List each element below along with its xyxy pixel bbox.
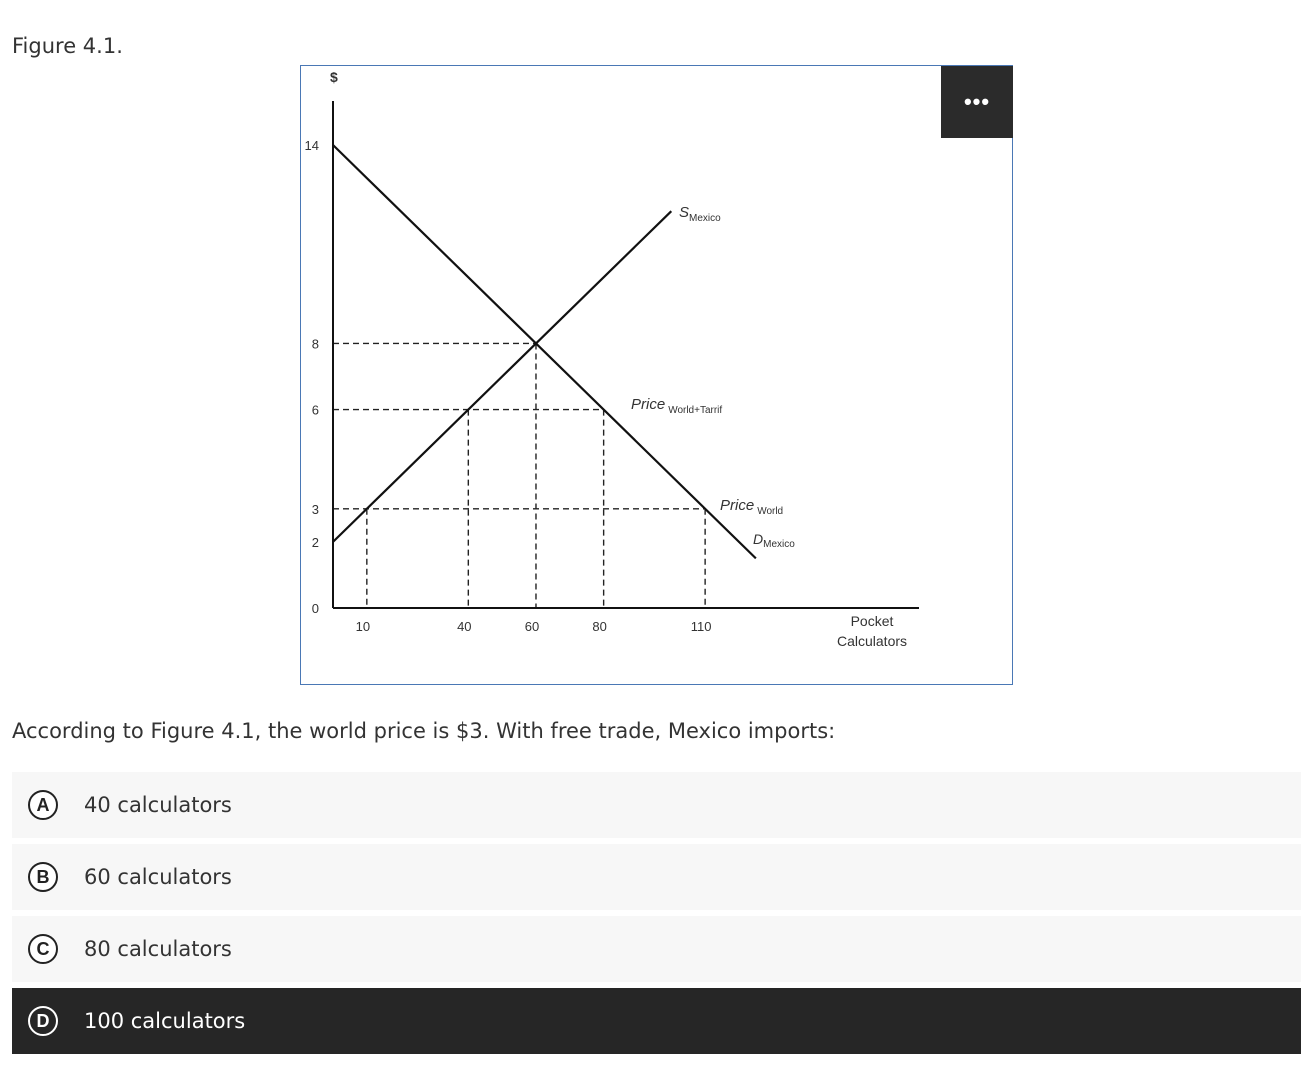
y-tick-14: 14 <box>304 138 319 154</box>
y-tick-2: 2 <box>311 534 319 550</box>
figure-container <box>300 65 1013 685</box>
option-d[interactable] <box>12 988 1301 1054</box>
option-c[interactable] <box>12 916 1301 982</box>
demand-curve-subscript: Mexico <box>763 539 795 550</box>
option-b-badge: B <box>28 862 58 892</box>
price-world-subscript: World <box>757 506 784 517</box>
price-world-tariff-subscript: World+Tarrif <box>668 405 723 416</box>
x-axis-label-line1: Pocket <box>850 613 894 629</box>
x-tick-110: 110 <box>690 619 712 634</box>
option-a-text: 40 calculators <box>84 793 232 817</box>
y-tick-0: 0 <box>311 601 319 616</box>
option-a-badge: A <box>28 790 58 820</box>
option-c-text: 80 calculators <box>84 937 232 961</box>
option-d-text: 100 calculators <box>84 1009 246 1033</box>
price-world-tariff-name: Price <box>631 396 666 413</box>
x-tick-80: 80 <box>592 619 607 634</box>
supply-demand-chart <box>301 66 1012 684</box>
more-options-button[interactable]: ••• <box>941 66 1013 138</box>
option-a[interactable] <box>12 772 1301 838</box>
option-b-text: 60 calculators <box>84 865 232 889</box>
option-d-badge: D <box>28 1006 58 1036</box>
supply-curve-subscript: Mexico <box>689 213 721 224</box>
question-text: According to Figure 4.1, the world price is $3. With free trade, Mexico imports: <box>12 719 836 743</box>
x-tick-60: 60 <box>524 619 540 634</box>
x-tick-40: 40 <box>457 619 472 634</box>
y-tick-3: 3 <box>311 501 319 517</box>
price-world-name: Price <box>720 497 755 514</box>
x-tick-10: 10 <box>355 619 371 634</box>
demand-curve-name: D <box>753 531 764 547</box>
y-tick-6: 6 <box>311 402 319 418</box>
demand-curve-label <box>753 531 795 550</box>
option-c-badge: C <box>28 934 58 964</box>
supply-curve <box>333 211 671 542</box>
demand-curve <box>333 145 756 558</box>
figure-caption: Figure 4.1. <box>12 34 123 58</box>
supply-curve-name: S <box>679 204 690 221</box>
price-world-label <box>720 497 783 517</box>
supply-curve-label <box>679 204 721 224</box>
x-axis-label-line2: Calculators <box>836 633 908 649</box>
y-axis-label: $ <box>330 69 338 85</box>
price-world-tariff-label <box>631 396 722 416</box>
y-tick-8: 8 <box>311 336 319 352</box>
option-b[interactable] <box>12 844 1301 910</box>
